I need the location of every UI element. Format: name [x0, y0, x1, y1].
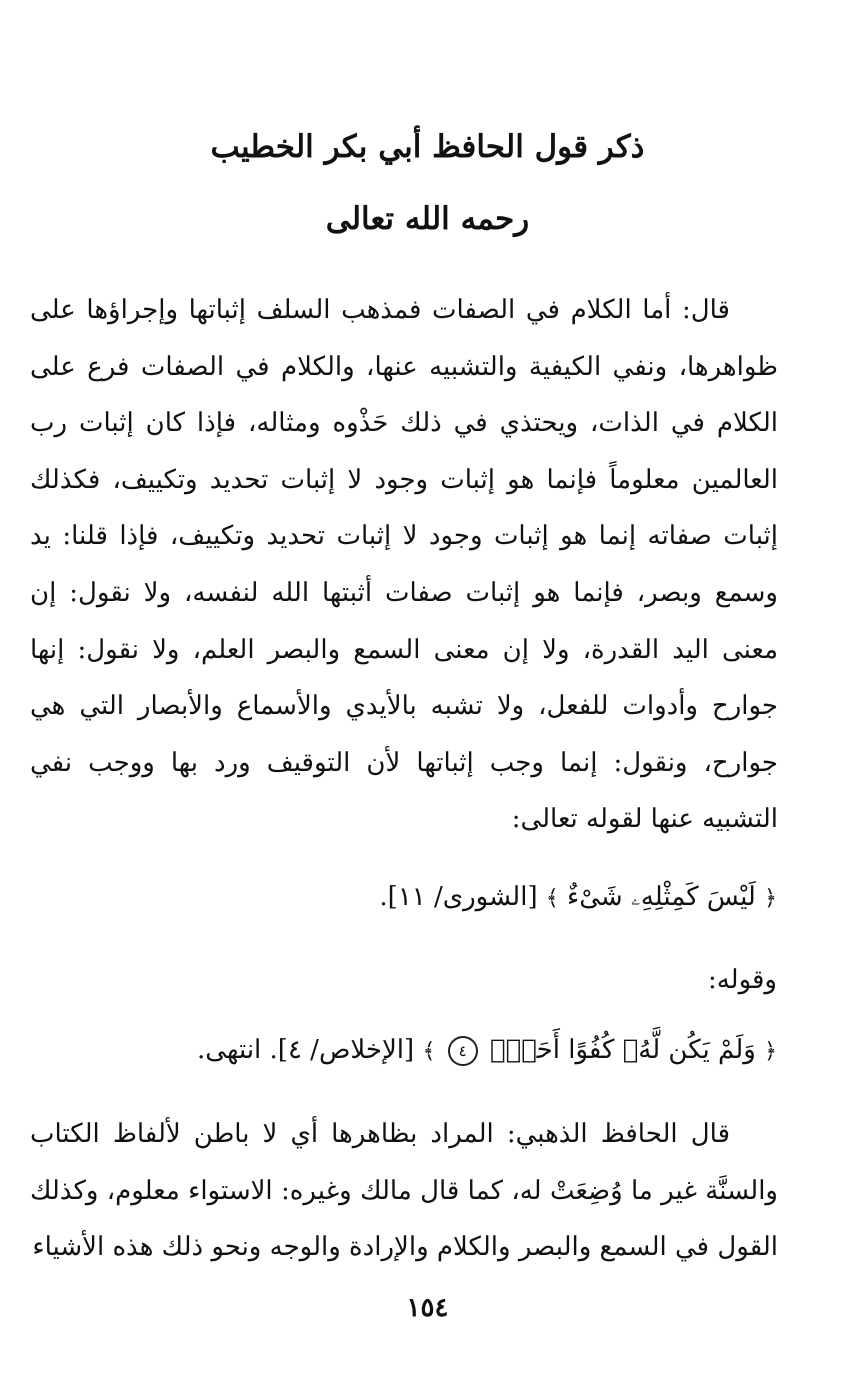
paragraph-1-text: قال: أما الكلام في الصفات فمذهب السلف إثباتها وإجراؤها على ظواهرها، ونفي الكيفية والتشبيه عنها، والكلام في الصفات فرع على الكلام في الذات، ويحتذي في ذلك حَذْوه ومثاله، فإذا كان إثبات رب العالمين معلوماً فإنما هو إثبات وجود لا إثبات تحديد وتكييف، فكذلك إثبات صفاته إنما هو إثبات وجود لا إثبات تحديد وتكييف، فإذا قلنا: يد وسمع وبصر، فإنما هو إثبات صفات أثبتها الله لنفسه، ولا نقول: إن معنى اليد القدرة، ولا إن معنى السمع والبصر العلم، ولا نقول: إنها جوارح وأدوات للفعل، ولا تشبه بالأيدي والأسماع والأبصار التي هي جوارح، ونقول: إنما وجب إثباتها لأن التوقيف ورد بها ووجب نفي التشبيه عنها لقوله تعالى:	[30, 295, 778, 835]
quran-verse-2	[197, 1025, 777, 1077]
body-paragraph-1	[30, 282, 778, 848]
ornate-bracket-open: ﴿	[764, 886, 777, 911]
page-number: ١٥٤	[406, 1293, 449, 1323]
chapter-subheading: رحمه الله تعالى	[325, 201, 530, 237]
ornate-bracket-close: ﴾	[545, 886, 559, 911]
chapter-heading: ذكر قول الحافظ أبي بكر الخطيب	[210, 129, 645, 165]
paragraph-2-text: قال الحافظ الذهبي: المراد بظاهرها أي لا باطن لألفاظ الكتاب والسنَّة غير ما وُضِعَتْ له، كما قال مالك وغيره: الاستواء معلوم، وكذلك القول في السمع والبصر والكلام والإرادة والوجه ونحو ذلك هذه الأشياء	[30, 1119, 778, 1263]
verse-1-text: لَيْسَ كَمِثْلِهِۦ شَىْءٌ	[567, 882, 756, 912]
ornate-bracket-close: ﴾	[422, 1039, 436, 1064]
ornate-bracket-open: ﴿	[764, 1039, 777, 1064]
verse-2-text: وَلَمْ يَكُن لَّهُۥ كُفُوًا أَحَدٌۢ	[489, 1035, 756, 1065]
verse-1-reference: [الشورى/ ١١].	[379, 882, 538, 912]
verse-2-intro: وقوله:	[707, 965, 777, 995]
quran-verse-1	[379, 872, 777, 924]
ayah-number-marker: ٤	[448, 1036, 478, 1066]
verse-2-reference: [الإخلاص/ ٤]. انتهى.	[197, 1035, 415, 1065]
body-paragraph-2	[30, 1106, 778, 1276]
